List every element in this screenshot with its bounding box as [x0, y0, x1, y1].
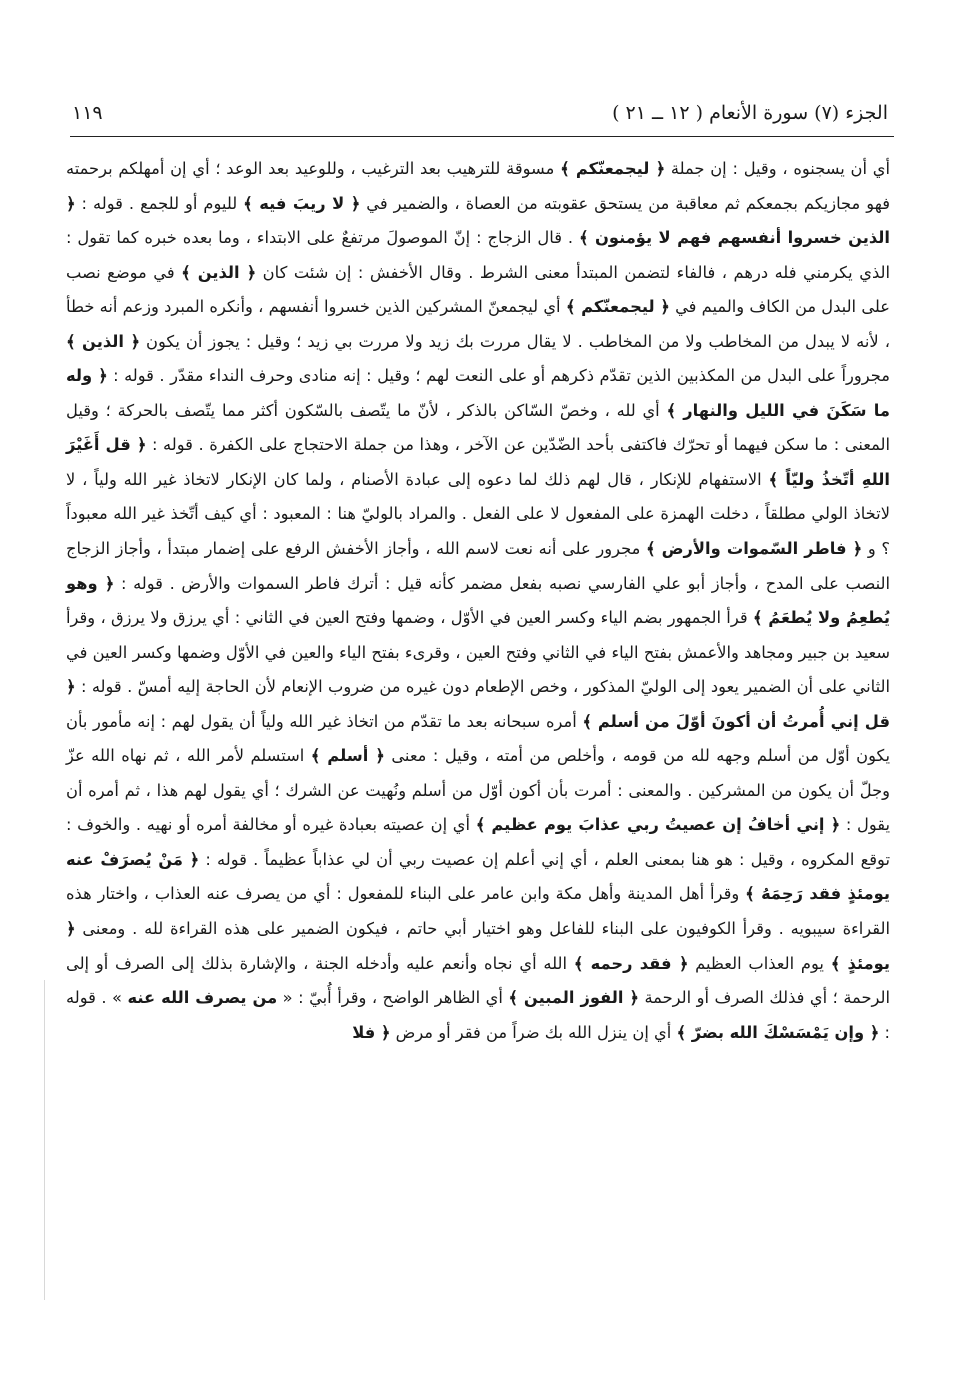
page-number: ١١٩ — [72, 102, 103, 124]
quran-quote: ﴿ ليجمعنّكم ﴾ — [565, 297, 670, 317]
quran-quote: ﴿ فلا — [352, 1022, 391, 1042]
commentary-text: الاستفهام للإنكار ، قال لهم ذلك لما دعوه إلى عبادة الأصنام ، ولما كان الإنكار لاتخاذ غير الله ولياً ، لا لاتخاذ الولي مطلقاً ، دخلت الهمزة على المفعول لا على الفعل . والمراد بالوليّ هنا : المعبود : أي كيف أتّخذ غير الله معبوداً ؟ و — [66, 469, 890, 559]
commentary-text: أمره سبحانه بعد ما تقدّم من اتخاذ غير الله ولياً أن يقول لهم : إنه مأمور بأن يكون أوّل من أسلم وجهه لله من قومه ، وأخلص من أمته ، وقيل : معنى — [66, 711, 890, 766]
commentary-text: أي إن عصيته بعبادة غيره أو مخالفة أمره أو نهيه . والخوف : توقع المكروه ، وقيل : هو هنا بمعنى العلم ، أي إني أعلم إن عصيت ربي أن لي عذاباً عظيماً . قوله : — [66, 815, 890, 869]
quran-quote: ﴿ قل إني أُمرتُ أن أكونَ أوّلَ من أسلم ﴾ — [66, 677, 890, 731]
commentary-text: مجرور على أنه نعت لاسم الله ، وأجاز الأخفش الرفع على إضمار مبتدأ ، وأجاز الزجاج النصب على المدح ، وأجاز أبو علي الفارسي نصبه بفعل مضمر كأنه قيل : أترك فاطر السموات والأرض . قوله : — [66, 539, 890, 593]
commentary-text: الله أي نجاه وأنعم عليه وأدخله الجنة ، والإشارة بذلك إلى الصرف أو إلى الرحمة ؛ أي فذلك الصرف أو الرحمة — [66, 953, 890, 1008]
quran-quote: ﴿ وإن يَمْسَسْكَ الله بضرّ ﴾ — [676, 1022, 880, 1042]
quran-quote: ﴿ الذين ﴾ — [181, 262, 257, 282]
commentary-text: قرأ الجمهور بضم الياء وكسر العين في الأوّل ، وضمها وفتح العين في الثاني : أي يرزق ولا يرزق ، وقرأ سعيد بن جبير ومجاهد والأعمش بفتح الياء في الثاني وفتح العين ، وقرىء بفتح الياء والعين في الأوّل وضمها وكسر العين في الثاني على أن الضمير يعود إلى الوليّ المذكور ، وخص الإطعام دون غيره من ضروب الإنعام لأن الحاجة إليه أمسّ . قوله : — [66, 608, 890, 697]
quran-quote: ﴿ يومئذٍ ﴾ — [66, 919, 891, 973]
page-header — [72, 96, 888, 130]
quran-quote: من يصرف الله عنه — [127, 988, 278, 1008]
commentary-text: أي إن ينزل الله بك ضراً من فقر أو مرض — [390, 1022, 677, 1042]
quran-quote: ﴿ فقد رحمه ﴾ — [573, 953, 689, 973]
commentary-text: استسلم لأمر الله ، ثم نهاه الله عزّ وجلّ أن يكون من المشركين . والمعنى : أمرت بأن أكون أوّل من أسلم ونُهيت عن الشرك ؛ أي يقول لهم هذا ، ثم أمره أن يقول : — [66, 746, 890, 835]
quran-quote: ﴿ ليجمعنّكم ﴾ — [560, 159, 666, 178]
quran-quote: ﴿ الذين خسروا أنفسهم فهم لا يؤمنون ﴾ — [66, 193, 890, 248]
quran-quote: ﴿ قل أَغَيْرَ اللهِ أتّخذُ وليّاً ﴾ — [66, 435, 890, 489]
quran-quote: ﴿ فاطر السّموات والأرض ﴾ — [645, 539, 863, 559]
quran-quote: ﴿ أسلم ﴾ — [310, 746, 385, 766]
quran-quote: ﴿ الذين ﴾ — [66, 331, 140, 351]
commentary-text: أي أن يسجنوه ، وقيل : إن جملة — [665, 159, 891, 178]
quran-quote: ﴿ إني أخافُ إن عصيتُ ربي عذابَ يوم عظيم ﴾ — [475, 815, 841, 835]
commentary-text: أي ليجمعنّ المشركين الذين خسروا أنفسهم ، وأنكره المبرد وزعم أنه خطأ ، لأنه لا يبدل من المخاطب ولا من المخاطب . لا يقال مررت بك زيد ولا مررت بي زيد ؛ وقيل : يجوز أن يكون — [66, 297, 890, 351]
commentary-text: يوم العذاب العظيم — [688, 953, 831, 973]
body-text — [66, 152, 890, 1050]
header-divider — [70, 136, 894, 137]
quran-quote: ﴿ وهو يُطعِمُ ولا يُطعَمُ ﴾ — [66, 573, 890, 628]
quran-quote: ﴿ وله ما سَكَنَ في الليل والنهار ﴾ — [66, 366, 890, 420]
commentary-text: . قال الزجاج : إنّ الموصولَ مرتفعٌ على الابتداء ، وما بعده خبره كما تقول : الذي يكرمني فله درهم ، فالفاء لتضمن المبتدأ معنى الشرط . وقال الأخفش : إن شئت كان — [66, 228, 890, 282]
commentary-text: » . قوله : — [66, 988, 890, 1042]
commentary-text: مسوقة للترهيب بعد الترغيب ، وللوعيد بعد الوعد ؛ أي إن أمهلكم برحمته فهو مجازيكم بجمعكم ثم معاقبة من يستحق عقوبته من العصاة ، والضمير في — [66, 159, 890, 213]
page-edge-line — [44, 980, 45, 1300]
running-title: الجزء (٧) سورة الأنعام ( ١٢ ــ ٢١ ) — [612, 102, 888, 124]
commentary-text: مجروراً على البدل من المكذبين الذين تقدّم ذكرهم أو على النعت لهم ؛ وقيل : إنه منادى وحرف النداء مقدّر . قوله : — [107, 366, 890, 386]
commentary-text: في موضع نصب على البدل من الكاف والميم في — [66, 262, 890, 317]
quran-quote: ﴿ لا ريبَ فيه ﴾ — [243, 193, 361, 213]
commentary-text: أي لله ، وخصّ السّاكن بالذكر ، لأنّ ما يتّصف بالسّكون أكثر مما يتّصف بالحركة ؛ وقيل المعنى : ما سكن فيهما أو تحرّك فاكتفى بأحد الضّدّين عن الآخر ، وهذا من جملة الاحتجاج على الكفرة . قوله : — [66, 400, 890, 455]
quran-quote: ﴿ الفوز المبين ﴾ — [508, 988, 639, 1008]
commentary-text: لليوم أو للجمع . قوله : — [75, 193, 244, 213]
commentary-text: وقرأ أهل المدينة وأهل مكة وابن عامر على البناء للمفعول : أي من يصرف عنه العذاب ، واختار هذه القراءة سيبويه . وقرأ الكوفيون على البناء للفاعل وهو اختيار أبي حاتم ، فيكون الضمير على هذه القراءة لله . ومعنى — [66, 884, 890, 939]
quran-quote: ﴿ مَنْ يُصرَفْ عنه يومئذٍ فقد رَحِمَهُ ﴾ — [66, 849, 890, 904]
commentary-text: أي الظاهر الواضح ، وقرأ أُبيّ : « — [277, 988, 509, 1008]
